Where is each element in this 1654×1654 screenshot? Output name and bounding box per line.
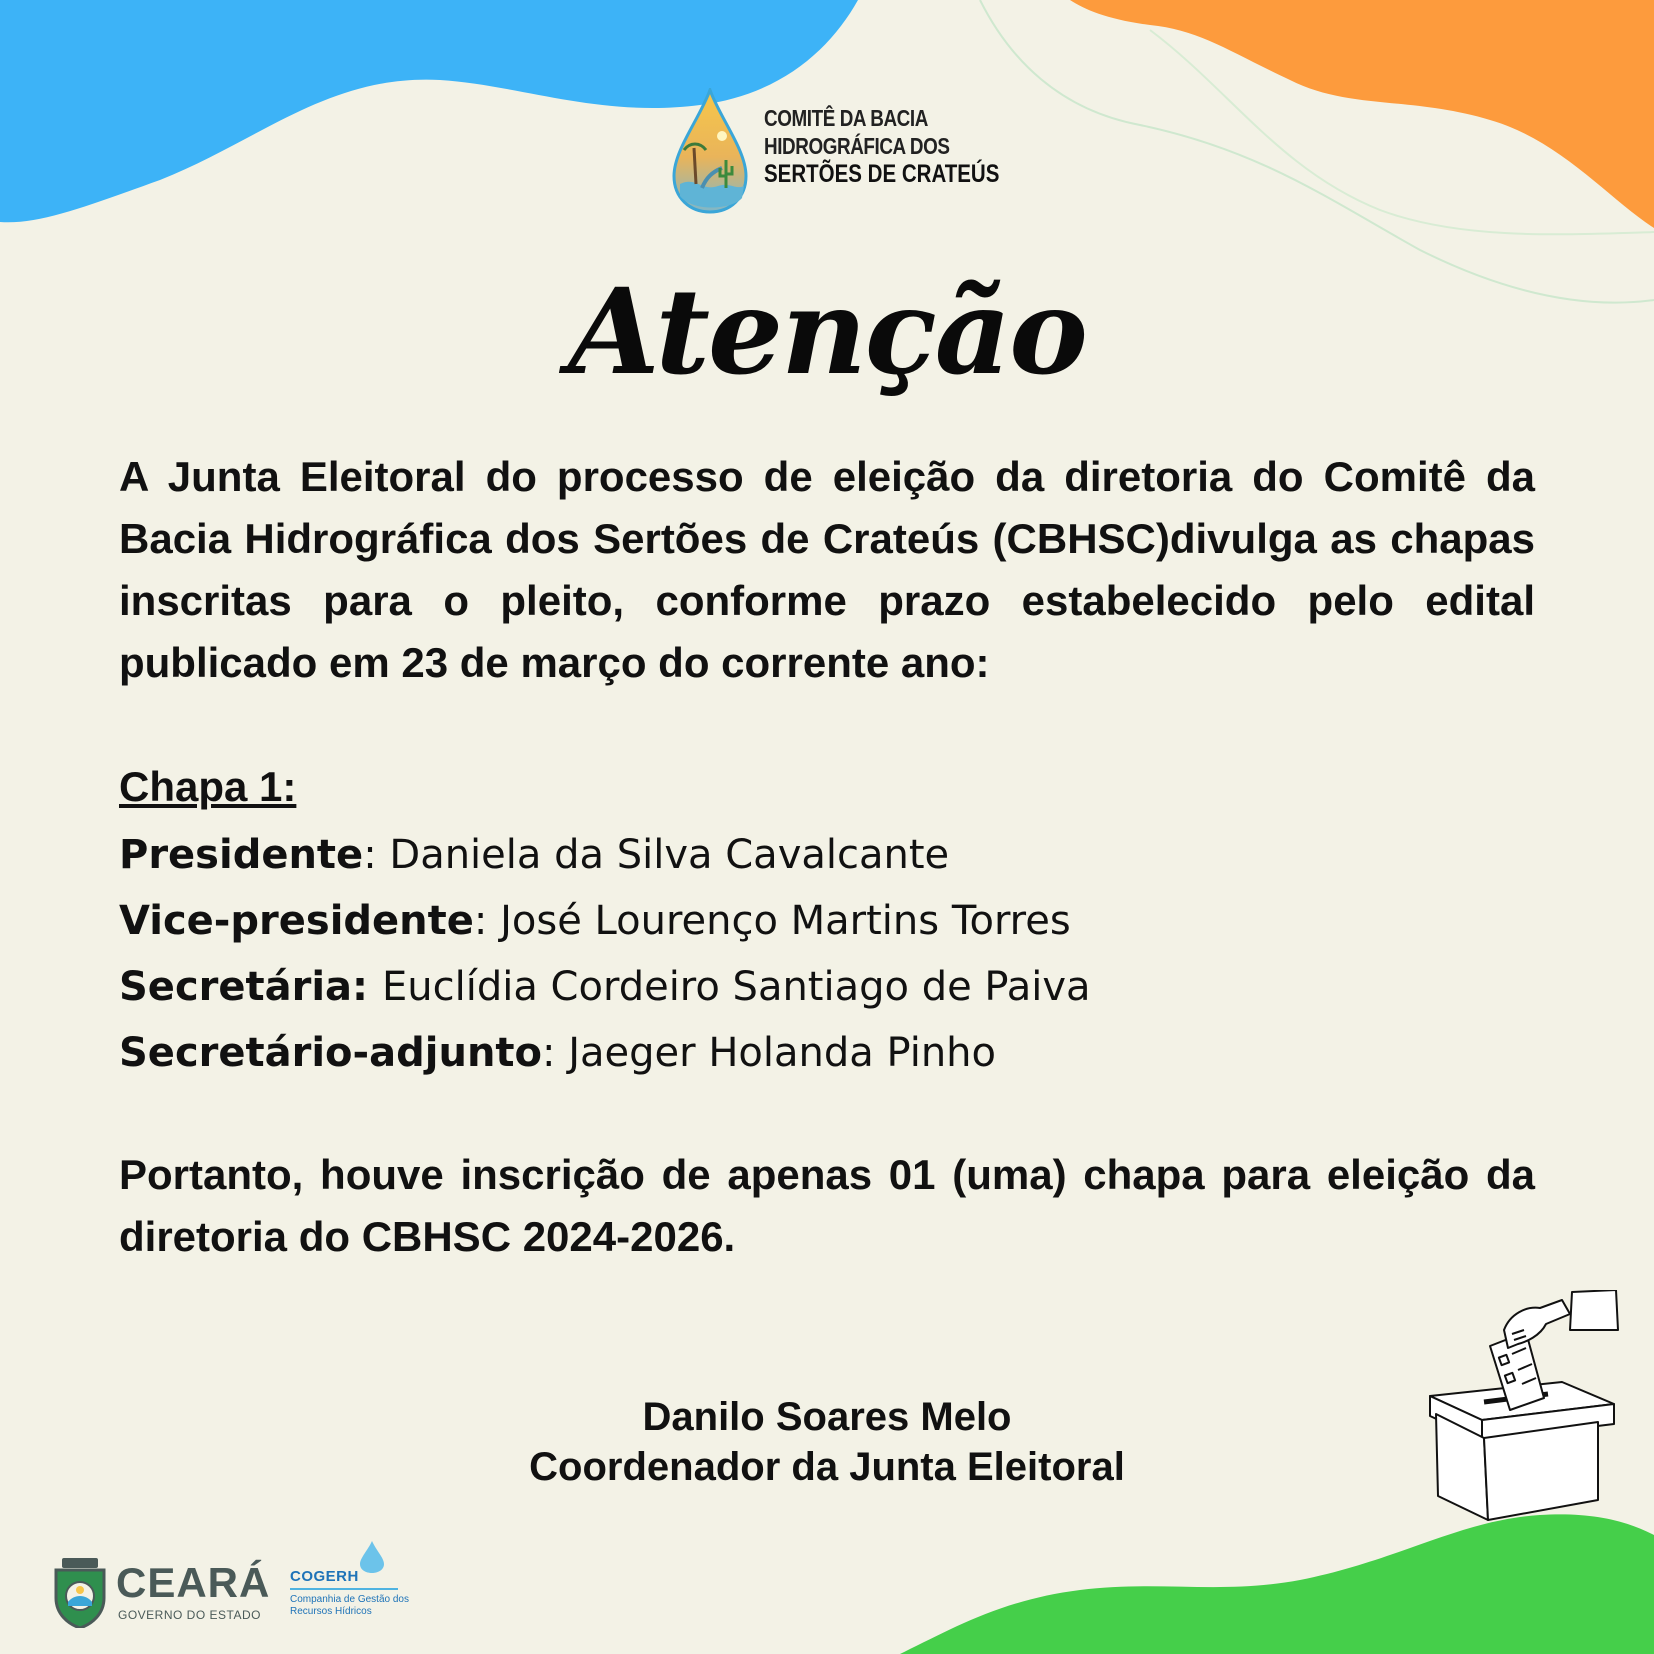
- page-title: Atenção: [568, 262, 1086, 401]
- ceara-crest-icon: [52, 1558, 108, 1628]
- signatory-role: Coordenador da Junta Eleitoral: [529, 1445, 1125, 1489]
- intro-paragraph: A Junta Eleitoral do processo de eleição da diretoria do Comitê da Bacia Hidrográfica dos Sertões de Crateús (CBHSC)divulga as chapas inscritas para o pleito, conforme prazo estabelecido pelo edital publicado em 23 de março do corrente ano:: [119, 453, 1535, 686]
- water-drop-logo-icon: [672, 88, 748, 214]
- signatory-name: Danilo Soares Melo: [642, 1395, 1012, 1439]
- member-role: Vice-presidente: [119, 898, 474, 944]
- cogerh-drop-icon: [358, 1540, 386, 1574]
- slate-heading: Chapa 1:: [119, 763, 297, 810]
- member-name: Euclídia Cordeiro Santiago de Paiva: [381, 964, 1091, 1010]
- member-name: Jaeger Holanda Pinho: [568, 1030, 996, 1076]
- member-role: Presidente: [119, 832, 364, 878]
- member-name: Daniela da Silva Cavalcante: [389, 832, 950, 878]
- member-role: Secretária: [119, 964, 353, 1010]
- ballot-box-icon: [1422, 1290, 1622, 1522]
- ceara-wordmark: CEARÁ: [116, 1559, 271, 1606]
- cogerh-wordmark: COGERH: [290, 1568, 359, 1585]
- cogerh-subtitle: Companhia de Gestão dos Recursos Hídricos: [290, 1594, 409, 1617]
- member-name: José Lourenço Martins Torres: [500, 898, 1071, 944]
- committee-name-line3: SERTÕES DE CRATEÚS: [764, 160, 1000, 188]
- footer-logos: [52, 1552, 412, 1642]
- slate-member-assistant-secretary: Secretário-adjunto: Jaeger Holanda Pinho: [119, 1030, 996, 1076]
- signature-block: [0, 1392, 1654, 1492]
- slate-member-list: [119, 822, 1519, 1086]
- committee-name-line1: COMITÊ DA BACIA: [764, 105, 928, 131]
- committee-name: [764, 104, 1004, 188]
- cogerh-underline: [290, 1588, 398, 1590]
- slate-member-president: Presidente: Daniela da Silva Cavalcante: [119, 832, 950, 878]
- member-role: Secretário-adjunto: [119, 1030, 543, 1076]
- slate-member-vice-president: Vice-presidente: José Lourenço Martins Torres: [119, 898, 1071, 944]
- conclusion-paragraph: Portanto, houve inscrição de apenas 01 (uma) chapa para eleição da diretoria do CBHSC 2024-2026.: [119, 1151, 1535, 1260]
- committee-name-line2: HIDROGRÁFICA DOS: [764, 133, 950, 159]
- committee-logo: [672, 88, 1002, 214]
- green-blob: [900, 1514, 1654, 1654]
- orange-blob: [1070, 0, 1654, 228]
- slate-member-secretary: Secretária: Euclídia Cordeiro Santiago de Paiva: [119, 964, 1091, 1010]
- ceara-subtitle: GOVERNO DO ESTADO: [118, 1608, 261, 1622]
